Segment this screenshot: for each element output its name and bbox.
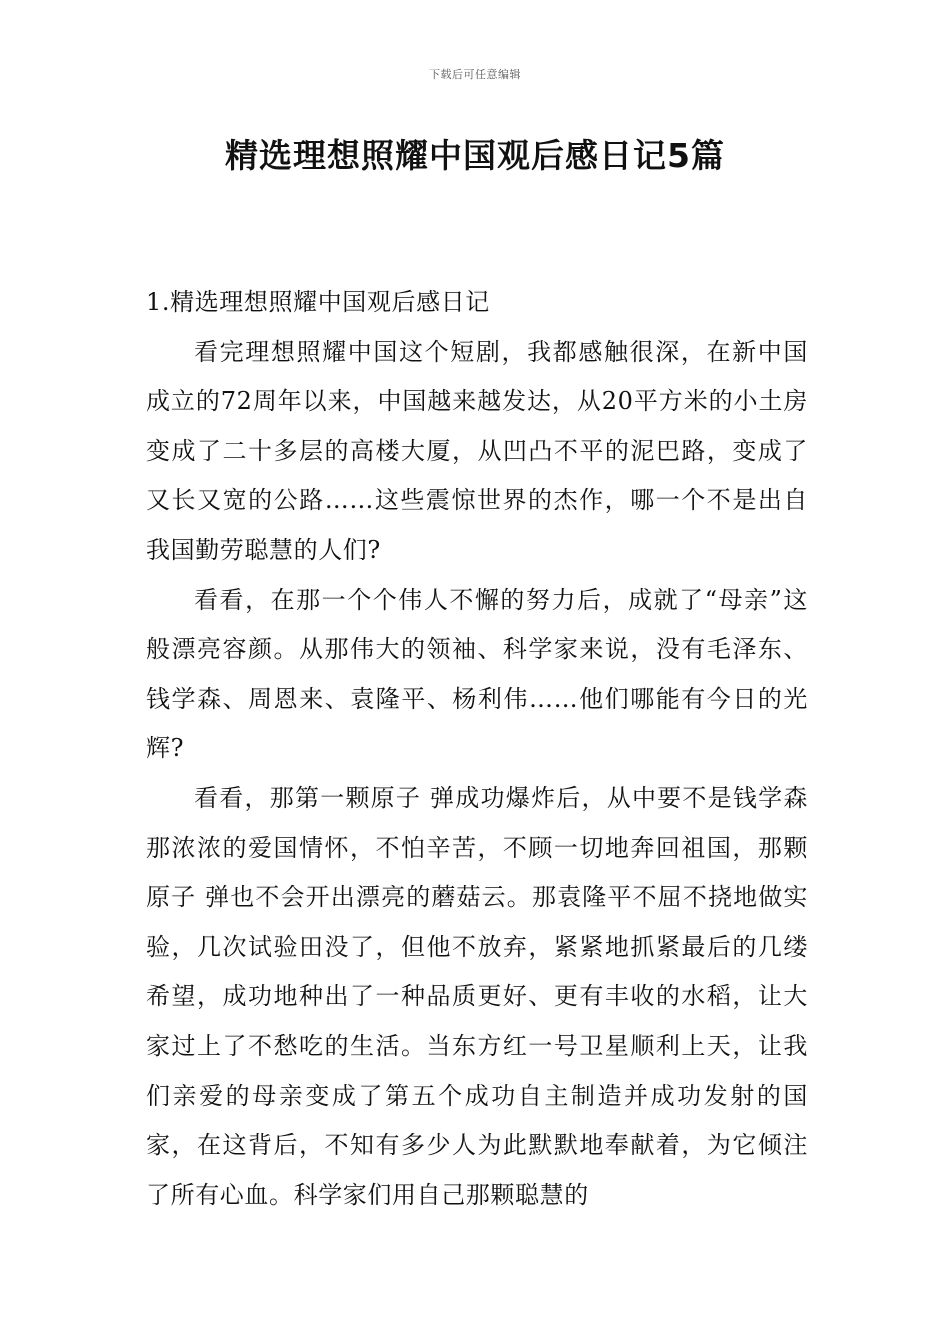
paragraph-2: 看看，在那一个个伟人不懈的努力后，成就了“母亲”这般漂亮容颜。从那伟大的领袖、科学家来说，没有毛泽东、钱学森、周恩来、袁隆平、杨利伟……他们哪能有今日的光辉?: [146, 585, 808, 763]
header-note: 下载后可任意编辑: [429, 68, 521, 81]
document-body: [146, 278, 808, 1220]
section-heading: 1.精选理想照耀中国观后感日记: [146, 288, 490, 316]
paragraph-3: 看看，那第一颗原子 弹成功爆炸后，从中要不是钱学森那浓浓的爱国情怀，不怕辛苦，不顾一切地奔回祖国，那颗原子 弹也不会开出漂亮的蘑菇云。那袁隆平不屈不挠地做实验，几次试验田没了，但他不放弃，紧紧地抓紧最后的几缕希望，成功地种出了一种品质更好、更有丰收的水稻，让大家过上了不愁吃的生活。当东方红一号卫星顺利上天，让我们亲爱的母亲变成了第五个成功自主制造并成功发射的国家，在这背后，不知有多少人为此默默地奉献着，为它倾注了所有心血。科学家们用自己那颗聪慧的: [146, 783, 808, 1209]
document-title: 精选理想照耀中国观后感日记5篇: [225, 136, 725, 175]
paragraph-1: 看完理想照耀中国这个短剧，我都感触很深，在新中国成立的72周年以来，中国越来越发达，从20平方米的小土房变成了二十多层的高楼大厦，从凹凸不平的泥巴路，变成了又长又宽的公路……这些震惊世界的杰作，哪一个不是出自我国勤劳聪慧的人们?: [146, 337, 808, 564]
